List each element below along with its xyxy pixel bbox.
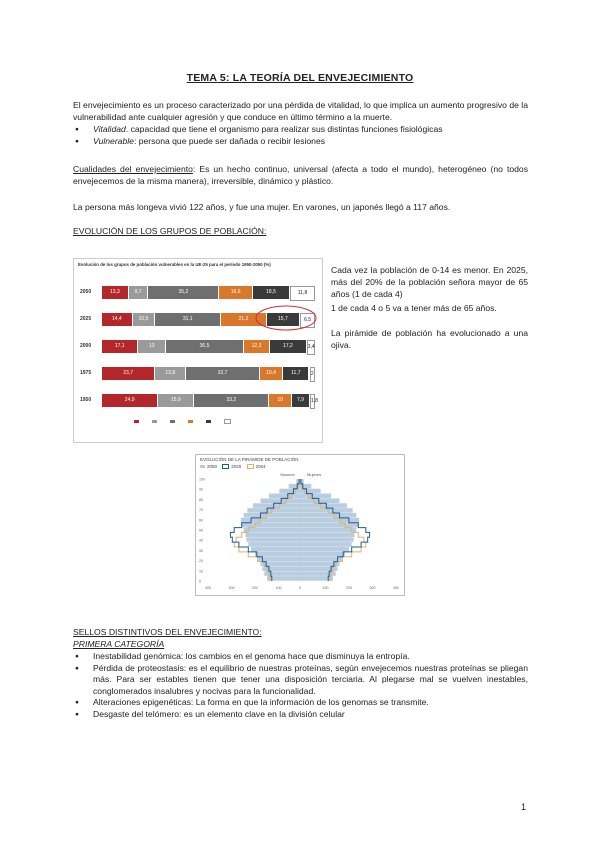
first-category-label: PRIMERA CATEGORÍA bbox=[73, 639, 165, 649]
bar-row bbox=[102, 394, 318, 407]
definition-vitalidad bbox=[73, 124, 528, 136]
bars-area bbox=[74, 259, 322, 442]
pyramid-plot bbox=[196, 455, 404, 595]
side-text-1: Cada vez la población de 0-14 es menor. En 2025, más del 20% de la población señora mayor de 65 años (1 de cada 4) bbox=[331, 265, 528, 299]
bar-segment: 15,7 bbox=[267, 313, 299, 326]
page-title: TEMA 5: LA TEORÍA DEL ENVEJECIMIENTO bbox=[186, 72, 414, 84]
x-tick-label: 400 bbox=[393, 586, 399, 590]
bar-segment: 11,8 bbox=[290, 286, 315, 301]
pyramid-bar-2050 bbox=[267, 576, 333, 581]
y-tick-label: 100 bbox=[199, 477, 205, 482]
y-tick-label: 60 bbox=[199, 518, 203, 523]
bar-row bbox=[102, 367, 314, 380]
legend-2050: 2050 bbox=[207, 464, 218, 469]
pyramid-bar-2050 bbox=[253, 503, 347, 508]
side-text-2: 1 de cada 4 o 5 va a tener más de 65 años. bbox=[331, 303, 497, 313]
pyramid-bar-2050 bbox=[261, 562, 340, 567]
pyramid-bar-2050 bbox=[289, 484, 312, 489]
intro-paragraph: El envejecimiento es un proceso caracterizado por una pérdida de vitalidad, lo que implica un aumento progresivo de la vulnerabilidad ante cualquier agresión y que conduce en último término a la muerte. bbox=[73, 100, 528, 122]
x-tick-label: 100 bbox=[322, 586, 329, 590]
bar-year-label: 2025 bbox=[80, 316, 92, 322]
y-tick-label: 30 bbox=[199, 548, 203, 553]
chart-legend bbox=[134, 419, 314, 424]
bar-segment: 11,7 bbox=[283, 367, 308, 380]
bar-segment: 14,4 bbox=[102, 313, 132, 326]
pyramid-bar-2050 bbox=[269, 494, 331, 499]
qualities-text: : Es un hecho continuo, universal (afecta a todo el mundo), heterogéneo (no todos envejecemos de la misma manera), irreversible, dinámico y plástico. bbox=[73, 164, 528, 186]
bar-row bbox=[102, 286, 314, 299]
hallmark-item: ● Alteraciones epigenéticas: La forma en que la información de los genomas se transmite. bbox=[73, 697, 528, 709]
bar-segment: 10 bbox=[269, 394, 291, 407]
bar-segment: 33,2 bbox=[194, 394, 268, 407]
population-groups-chart bbox=[73, 258, 323, 443]
hallmark-item: ● Inestabilidad genómica: los cambios en el genoma hace que disminuya la entropía. bbox=[73, 651, 528, 663]
side-text-3: La pirámide de población ha evolucionado a una ojiva. bbox=[331, 328, 528, 350]
chart-title: Evolución de los grupos de población vulnerables en la UE-25 para el período 1950-2050 (%) bbox=[78, 262, 271, 267]
x-tick-label: 300 bbox=[369, 586, 376, 590]
bar-segment: 10,5 bbox=[133, 313, 154, 326]
qualities-paragraph bbox=[73, 163, 528, 187]
definitions-list bbox=[73, 124, 528, 147]
pyramid-bar-2050 bbox=[247, 508, 352, 513]
y-tick-label: 40 bbox=[199, 538, 203, 543]
longevity-paragraph: La persona más longeva vivió 122 años, y fue una mujer. En varones, un japonés llegó a 117 años. bbox=[73, 202, 451, 212]
evolution-heading: EVOLUCIÓN DE LOS GRUPOS DE POBLACIÓN: bbox=[73, 226, 267, 236]
pyramid-bar-2050 bbox=[246, 537, 353, 542]
bar-segment: 17,1 bbox=[102, 340, 137, 353]
bar-segment: 24,9 bbox=[102, 394, 157, 407]
hallmark-item: ● Pérdida de proteostasis: es el equilibrio de nuestras proteínas, según envejecemos nuestras proteínas se pliegan más. Para ser estables tienen que tener una disposición terciaria. Al plegarse mal se vuelven inestables, conglomerados insalubres y nocivas para la funcionalidad. bbox=[73, 663, 528, 698]
hallmarks-heading: SELLOS DISTINTIVOS DEL ENVEJECIMIENTO: bbox=[73, 627, 262, 637]
bar-segment: 18,5 bbox=[253, 286, 289, 299]
y-tick-label: 80 bbox=[199, 497, 203, 502]
bar-segment: 36,5 bbox=[166, 340, 243, 353]
legend-2004: 2004 bbox=[255, 464, 266, 469]
y-tick-label: 70 bbox=[199, 508, 203, 513]
bar-segment: 15,9 bbox=[158, 394, 193, 407]
pyramid-bar-2050 bbox=[296, 479, 304, 484]
bar-segment: 9,7 bbox=[129, 286, 148, 299]
bar-segment: 6,5 bbox=[300, 313, 315, 328]
pyramid-bar-2050 bbox=[244, 528, 357, 533]
qualities-heading: Cualidades del envejecimiento bbox=[73, 164, 193, 174]
sex-label-men: Varones bbox=[280, 472, 295, 477]
pyramid-title: EVOLUCIÓN DE LA PIRÁMIDE DE POBLACIÓN bbox=[200, 457, 299, 462]
bar-segment: 31,1 bbox=[155, 313, 220, 326]
bar-segment: 13,3 bbox=[102, 286, 128, 299]
pyramid-bar-2050 bbox=[251, 547, 349, 552]
sex-label-women: Mujeres bbox=[307, 472, 322, 477]
bar-segment: 3,4 bbox=[307, 340, 315, 355]
pyramid-bar-2050 bbox=[255, 552, 345, 557]
page-number: 1 bbox=[520, 802, 526, 812]
bar-year-label: 2000 bbox=[80, 343, 92, 349]
pyramid-bar-2050 bbox=[279, 489, 320, 494]
hallmark-item: ● Desgaste del telómero: es un elemento clave en la división celular bbox=[73, 709, 528, 721]
legend-2020: 2020 bbox=[231, 464, 242, 469]
bar-segment: 17,2 bbox=[270, 340, 306, 353]
pyramid-bar-2050 bbox=[258, 557, 343, 562]
definition-text: : persona que puede ser dañada o recibir lesiones bbox=[133, 135, 326, 146]
bar-year-label: 1975 bbox=[80, 370, 92, 376]
x-tick-label: 300 bbox=[228, 586, 235, 590]
pyramid-bar-2050 bbox=[242, 523, 359, 528]
pyramid-bar-2050 bbox=[248, 542, 351, 547]
bar-segment: 1,8 bbox=[310, 394, 315, 409]
bar-row bbox=[102, 340, 314, 353]
hallmarks-list bbox=[73, 651, 528, 721]
bar-segment: 16,6 bbox=[219, 286, 251, 299]
definition-vulnerable bbox=[73, 136, 528, 148]
definition-term: Vitalidad bbox=[93, 124, 126, 134]
bar-year-label: 1950 bbox=[80, 397, 92, 403]
y-tick-label: 0 bbox=[199, 579, 201, 584]
pyramid-bar-2050 bbox=[261, 498, 340, 503]
pyramid-bar-2050 bbox=[241, 518, 359, 523]
highlight-circle bbox=[254, 304, 318, 332]
y-tick-label: 90 bbox=[199, 487, 203, 492]
bar-segment: 2 bbox=[310, 367, 315, 382]
x-tick-label: 200 bbox=[346, 586, 352, 590]
bar-year-label: 2050 bbox=[80, 289, 92, 295]
pyramid-bar-2050 bbox=[264, 571, 335, 576]
population-pyramid-chart bbox=[195, 454, 405, 596]
y-tick-label: 50 bbox=[199, 528, 203, 533]
bar-segment: 12,3 bbox=[244, 340, 269, 353]
bar-segment: 23,7 bbox=[102, 367, 154, 380]
bar-segment: 13,8 bbox=[155, 367, 185, 380]
bar-segment: 13 bbox=[138, 340, 165, 353]
x-tick-label: 100 bbox=[275, 586, 282, 590]
bar-segment: 21,2 bbox=[221, 313, 265, 326]
definition-text: . capacidad que tiene el organismo para realizar sus distintas funciones fisiológicas bbox=[125, 124, 443, 134]
bar-segment: 35,2 bbox=[148, 286, 218, 299]
bar-segment: 32,7 bbox=[186, 367, 259, 380]
y-tick-label: 10 bbox=[199, 569, 203, 574]
definition-term: Vulnerable bbox=[93, 135, 134, 146]
x-tick-label: 0 bbox=[299, 586, 301, 590]
x-tick-label: 200 bbox=[252, 586, 258, 590]
pyramid-bar-2050 bbox=[245, 532, 354, 537]
bar-segment: 7,9 bbox=[292, 394, 309, 407]
x-tick-label: 400 bbox=[205, 586, 211, 590]
y-tick-label: 20 bbox=[199, 559, 203, 564]
pyramid-bar-2050 bbox=[262, 566, 337, 571]
bar-segment: 10,4 bbox=[260, 367, 282, 380]
